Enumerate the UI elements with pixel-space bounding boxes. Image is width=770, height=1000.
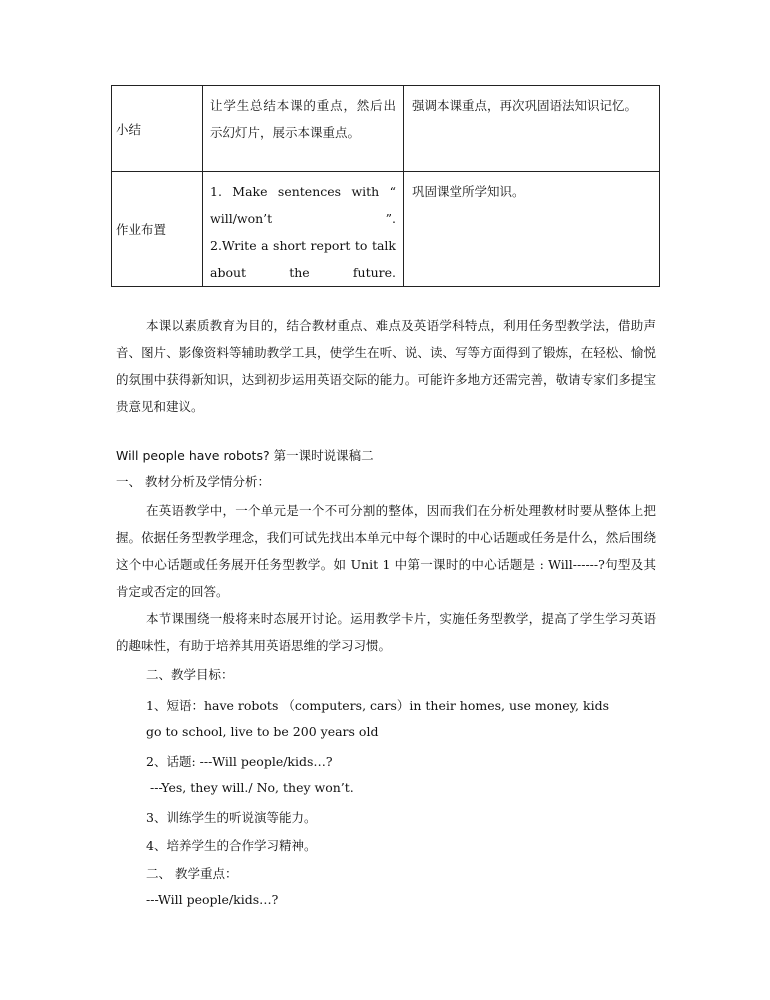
objective-3: 3、训练学生的听说演等能力。 [146, 810, 317, 825]
objective-2-line-1: 2、话题: ---Will people/kids…? [146, 754, 333, 769]
row-label-homework: 作业布置 [112, 172, 203, 287]
summary-paragraph: 本课以素质教育为目的，结合教材重点、难点及英语学科特点，利用任务型教学法，借助声音、图片、影像资料等辅助教学工具，使学生在听、说、读、写等方面得到了锻炼，在轻松、愉悦的氛围中获得新知识，达到初步运用英语交际的能力。可能许多地方还需完善，敬请专家们多提宝贵意见和建议。 [116, 318, 656, 414]
lesson-heading [116, 446, 374, 464]
key-point-1: ---Will people/kids…? [146, 892, 279, 907]
table-row-summary [112, 86, 660, 172]
activity-cell-homework [203, 172, 404, 287]
objective-4: 4、培养学生的合作学习精神。 [146, 838, 317, 853]
homework-task-2: 2.Write a short report to talk about the future. [210, 238, 396, 280]
heading-chinese: 第一课时说课稿二 [273, 448, 374, 463]
homework-task-1: 1. Make sentences with “ will/won’t ”. [210, 184, 396, 226]
objective-2-line-2: ---Yes, they will./ No, they won’t. [150, 780, 354, 795]
lesson-plan-table [111, 85, 660, 287]
row-label-summary: 小结 [112, 86, 203, 172]
objective-1-line-1: 1、短语：have robots （computers, cars）in their homes, use money, kids [146, 698, 609, 713]
section2-title: 二、教学目标： [146, 667, 234, 682]
table-row-homework [112, 172, 660, 287]
purpose-cell-homework: 巩固课堂所学知识。 [404, 172, 660, 287]
section3-title: 二、 教学重点： [146, 866, 238, 881]
objective-1-line-2: go to school, live to be 200 years old [146, 724, 379, 739]
section1-title: 一、 教材分析及学情分析： [116, 474, 270, 489]
heading-english: Will people have robots? [116, 448, 270, 463]
purpose-cell-summary: 强调本课重点，再次巩固语法知识记忆。 [404, 86, 660, 172]
section1-paragraph-2: 本节课围绕一般将来时态展开讨论。运用教学卡片，实施任务型教学，提高了学生学习英语的趣味性，有助于培养其用英语思维的学习习惯。 [116, 611, 656, 653]
section1-paragraph-1: 在英语教学中，一个单元是一个不可分割的整体，因而我们在分析处理教材时要从整体上把握。依据任务型教学理念，我们可试先找出本单元中每个课时的中心话题或任务是什么，然后围绕这个中心话题或任务展开任务型教学。如 Unit 1 中第一课时的中心话题是 : Will------?句型及其肯定或否定的回答。 [116, 503, 656, 599]
activity-cell-summary: 让学生总结本课的重点，然后出示幻灯片，展示本课重点。 [203, 86, 404, 172]
